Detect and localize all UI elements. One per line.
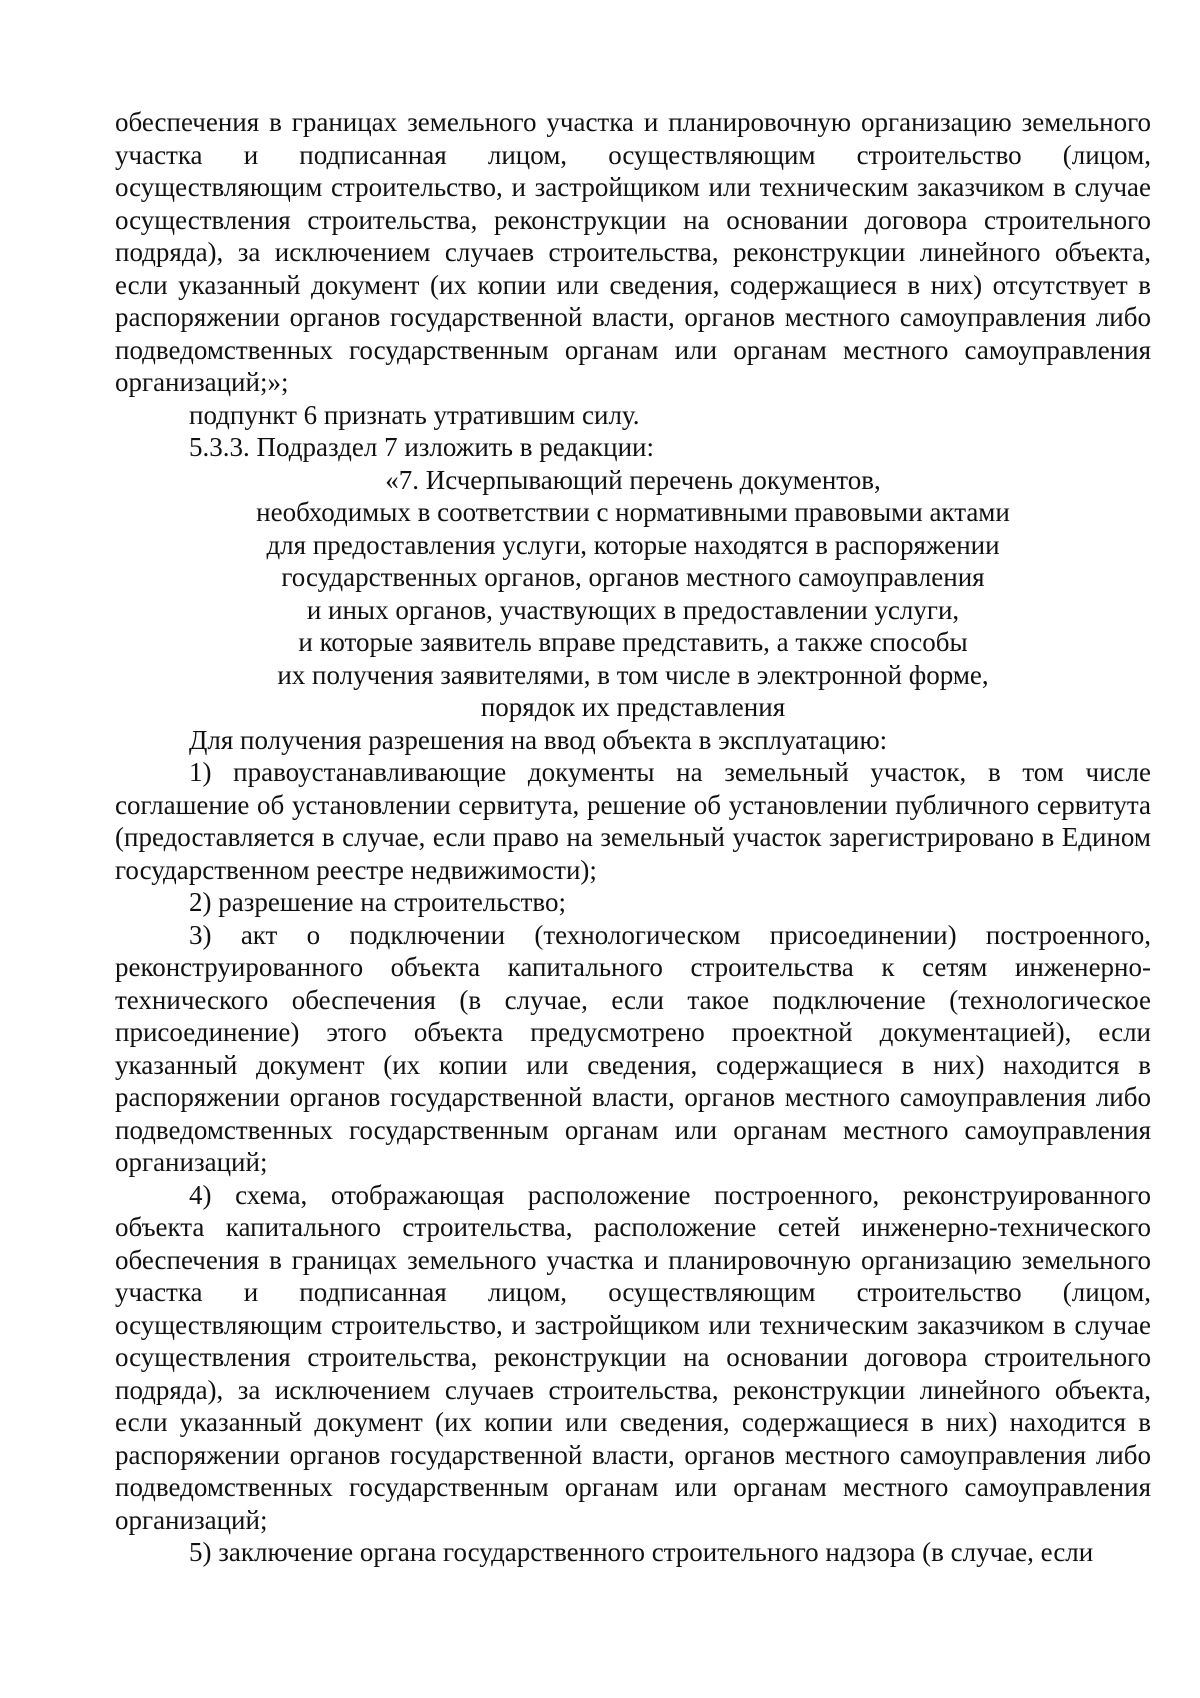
list-item-3: 3) акт о подключении (технологическом присоединении) построенного, реконструированного объекта капитального строительства к сетям инженерно-технического обеспечения (в случае, если такое подключение (технологическое присоединение) этого объекта предусмотрено проектной документацией), если указанный документ (их копии или сведения, содержащиеся в них) находится в распоряжении органов государственной власти, органов местного самоуправления либо подведомственных государственным органам или органам местного самоуправления организаций; bbox=[115, 919, 1151, 1177]
heading-line: их получения заявителями, в том числе в электронной форме, bbox=[277, 659, 989, 690]
heading-line: порядок их представления bbox=[480, 692, 786, 722]
paragraph-subpoint-6: подпункт 6 признать утратившим силу. bbox=[189, 399, 640, 430]
paragraph-continuation: обеспечения в границах земельного участка и планировочную организацию земельного участка и подписанная лицом, осуществляющим строительство (лицом, осуществляющим строительство, и застройщиком или техническим заказчиком в случае осуществления строительства, реконструкции на основании договора строительного подряда), за исключением случаев строительства, реконструкции линейного объекта, если указанный документ (их копии или сведения, содержащиеся в них) отсутствует в распоряжении органов государственной власти, органов местного самоуправления либо подведомственных государственным органам или органам местного самоуправления организаций;»; bbox=[115, 107, 1151, 397]
heading-line: государственных органов, органов местного самоуправления bbox=[281, 562, 985, 592]
heading-line: необходимых в соответствии с нормативными правовыми актами bbox=[256, 497, 1010, 527]
list-item-4: 4) схема, отображающая расположение построенного, реконструированного объекта капитального строительства, расположение сетей инженерно-технического обеспечения в границах земельного участка и планировочную организацию земельного участка и подписанная лицом, осуществляющим строительство (лицом, осуществляющим строительство, и застройщиком или техническим заказчиком в случае осуществления строительства, реконструкции на основании договора строительного подряда), за исключением случаев строительства, реконструкции линейного объекта, если указанный документ (их копии или сведения, содержащиеся в них) находится в распоряжении органов государственной власти, органов местного самоуправления либо подведомственных государственным органам или органам местного самоуправления организаций; bbox=[115, 1179, 1151, 1535]
heading-line: «7. Исчерпывающий перечень документов, bbox=[385, 464, 881, 495]
paragraph-intro: Для получения разрешения на ввод объекта в эксплуатацию: bbox=[189, 724, 888, 755]
paragraph-5-3-3: 5.3.3. Подраздел 7 изложить в редакции: bbox=[189, 432, 655, 462]
section-heading bbox=[115, 464, 1151, 724]
heading-line: и иных органов, участвующих в предоставлении услуги, bbox=[306, 594, 960, 625]
list-item-1: 1) правоустанавливающие документы на земельный участок, в том числе соглашение об установлении сервитута, решение об установлении публичного сервитута (предоставляется в случае, если право на земельный участок зарегистрировано в Едином государственном реестре недвижимости); bbox=[115, 757, 1151, 885]
heading-line: и которые заявитель вправе представить, а также способы bbox=[298, 627, 968, 657]
document-page bbox=[115, 106, 1151, 1569]
list-item-2: 2) разрешение на строительство; bbox=[189, 887, 566, 917]
list-item-5: 5) заключение органа государственного строительного надзора (в случае, если bbox=[189, 1537, 1094, 1567]
heading-line: для предоставления услуги, которые находятся в распоряжении bbox=[266, 529, 1000, 560]
